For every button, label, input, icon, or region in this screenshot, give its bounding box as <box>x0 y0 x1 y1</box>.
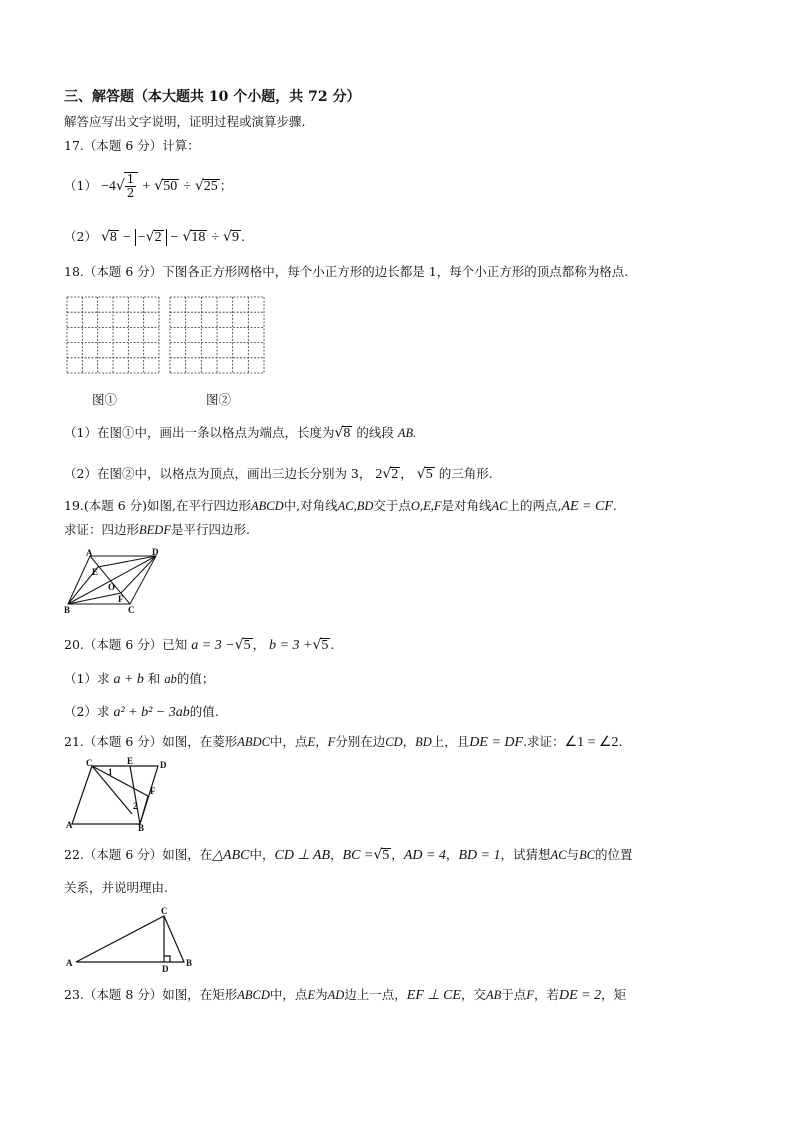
text: （1）求 <box>64 671 110 686</box>
math-term: BC = <box>342 848 374 863</box>
fig2-caption: 图② <box>206 392 232 407</box>
vertex-label: D <box>162 964 169 974</box>
section-title: 三、解答题（本大题共 10 个小题，共 72 分） <box>64 89 361 105</box>
text: 是对角线 <box>441 498 492 513</box>
vertex-label: E <box>127 756 134 766</box>
math-term: O,E,F <box>410 499 442 513</box>
punct: . <box>240 229 245 244</box>
text: 中，点 <box>269 987 308 1002</box>
math-term: △ABC <box>212 848 250 863</box>
text: 23.（本题 8 分）如图，在矩形 <box>64 987 238 1002</box>
operator: ÷ <box>183 179 191 194</box>
radicand: 18 <box>191 230 206 245</box>
text: 的值； <box>176 671 215 686</box>
text: 的位置 <box>595 847 633 862</box>
vertex-label: D <box>152 548 159 557</box>
vertex-label: F <box>150 786 156 796</box>
text: 中，点 <box>269 734 308 749</box>
math-term: a = 3 − <box>191 638 235 653</box>
vertex-label: O <box>108 582 116 592</box>
vertex-label: C <box>128 605 135 614</box>
text: ，试猜想 <box>500 847 551 862</box>
vertex-label: E <box>92 567 99 577</box>
parallelogram-figure <box>62 548 162 614</box>
radicand: 8 <box>343 426 351 441</box>
vertex-label: D <box>160 760 167 770</box>
sqrt-sign: √ <box>115 178 125 194</box>
q18-part1 <box>64 424 416 442</box>
sqrt-sign: √ <box>145 229 155 245</box>
vertex-label: A <box>66 958 73 968</box>
math-term: ab <box>164 672 177 686</box>
q23-heading <box>64 986 626 1005</box>
text: ，若 <box>533 987 559 1002</box>
grid-figure-1 <box>66 296 160 374</box>
math-term: EF ⊥ CE <box>406 988 461 1003</box>
text: 交于点 <box>373 498 411 513</box>
math-term: b = 3 + <box>269 638 313 653</box>
math-term: −4 <box>100 179 116 194</box>
math-term: BD = 1 <box>458 848 501 863</box>
math-term: ABCD <box>237 988 270 1002</box>
sqrt-sign: √ <box>223 229 232 245</box>
vertex-label: B <box>64 605 71 614</box>
text: 的值. <box>189 704 219 719</box>
math-term: BC <box>579 848 596 862</box>
radicand: 5 <box>321 638 329 653</box>
fig1-caption: 图① <box>92 392 118 407</box>
math-term: E <box>307 988 316 1002</box>
sqrt-sign: √ <box>334 425 344 441</box>
vertex-label: A <box>66 820 73 830</box>
text: 21.（本题 6 分）如图，在菱形 <box>64 734 238 749</box>
text: 的线段 <box>356 425 394 440</box>
math-term: AC <box>550 848 567 862</box>
punct: . <box>618 734 623 749</box>
q19-heading <box>64 497 617 516</box>
grid-figure-2 <box>169 296 265 374</box>
q19-line2 <box>64 521 250 539</box>
text: 边上一点， <box>344 987 407 1002</box>
angle-label: 1 <box>108 767 113 777</box>
angle-label: 2 <box>133 801 138 811</box>
math-term: AB. <box>397 426 417 440</box>
sqrt-sign: √ <box>373 847 383 863</box>
math-term: AC,BD <box>337 499 374 513</box>
operator: − <box>122 230 131 245</box>
text: （2）在图②中，以格点为顶点，画出三边长分别为 3， <box>64 466 372 481</box>
punct: ， <box>400 466 413 481</box>
math-term: AC <box>491 499 508 513</box>
punct: ， <box>391 847 404 862</box>
text: 分别在边 <box>335 734 386 749</box>
text: 于点 <box>501 987 527 1002</box>
absolute-value <box>135 229 167 246</box>
text: 和 <box>147 671 161 686</box>
radicand: 8 <box>109 230 117 245</box>
text: （2）求 <box>64 704 110 719</box>
section-instruction: 解答应写出文字说明，证明过程或演算步骤. <box>64 114 306 129</box>
part-label: （1） <box>64 178 97 193</box>
sqrt-sign: √ <box>416 466 426 482</box>
math-term: BEDF <box>139 523 171 537</box>
radicand: 2 <box>391 467 399 482</box>
math-term: AD <box>327 988 345 1002</box>
math-term: ∠1 = ∠2 <box>564 735 619 750</box>
numerator: 1 <box>126 172 135 186</box>
q20-part2 <box>64 703 219 722</box>
q20-part1 <box>64 670 214 689</box>
math-term: a² + b² − 3ab <box>113 705 190 720</box>
text: 20.（本题 6 分）已知 <box>64 637 188 652</box>
part-label: （2） <box>64 229 97 244</box>
vertex-label: F <box>118 594 124 604</box>
text: 的三角形. <box>438 466 493 481</box>
math-term: E，F <box>307 735 336 749</box>
text: ，矩 <box>601 987 627 1002</box>
math-term: ABDC <box>237 735 270 749</box>
math-term: CD ⊥ AB <box>274 848 331 863</box>
punct: ； <box>219 178 233 193</box>
operator: ÷ <box>211 230 220 245</box>
operator: − <box>170 230 179 245</box>
q22-line2: 关系，并说明理由. <box>64 880 168 895</box>
vertex-label: B <box>138 823 145 832</box>
sqrt-sign: √ <box>312 637 322 653</box>
math-term: ABCD <box>251 499 284 513</box>
radicand: 50 <box>163 179 178 194</box>
math-term: a + b <box>113 672 144 687</box>
q18-part2 <box>64 465 493 484</box>
q17-part2 <box>64 228 245 247</box>
math-term: AB <box>486 988 502 1002</box>
math-term: CD，BD <box>385 735 432 749</box>
denominator: 2 <box>126 186 135 200</box>
radicand <box>124 172 139 200</box>
text: 上的两点, <box>507 498 562 513</box>
q20-heading <box>64 636 334 655</box>
text: 与 <box>566 847 580 862</box>
text: 上，且 <box>431 734 470 749</box>
text: 求证：四边形 <box>64 522 140 537</box>
text: 19.(本题 6 分)如图,在平行四边形 <box>64 498 252 513</box>
sqrt-sign: √ <box>234 637 244 653</box>
sqrt-sign: √ <box>182 229 192 245</box>
q21-heading <box>64 733 623 752</box>
radicand: 5 <box>425 467 433 482</box>
text: 是平行四边形. <box>170 522 250 537</box>
math-term: DE = 2 <box>558 988 602 1003</box>
punct: ， <box>445 847 459 862</box>
text: 22.（本题 6 分）如图，在 <box>64 847 213 862</box>
fraction <box>125 173 137 200</box>
text: .求证： <box>523 734 565 749</box>
operator: + <box>142 179 151 194</box>
vertex-label: C <box>161 906 168 916</box>
radicand: 25 <box>203 179 218 194</box>
vertex-label: C <box>86 758 93 768</box>
text: 中,对角线 <box>283 498 338 513</box>
sqrt-sign: √ <box>382 466 392 482</box>
text: ，交 <box>460 987 486 1002</box>
math-term: 2 <box>375 467 383 482</box>
math-term: DE = DF <box>469 735 524 750</box>
q22-heading <box>64 846 633 865</box>
q17-part1 <box>64 170 232 203</box>
punct: ， <box>330 847 343 862</box>
triangle-figure <box>62 904 202 974</box>
radicand: 2 <box>154 230 162 245</box>
sqrt-sign: √ <box>194 178 204 194</box>
radicand: 5 <box>382 848 390 863</box>
punct: . <box>612 498 617 513</box>
operator: − <box>137 230 146 245</box>
q18-heading: 18.（本题 6 分）下图各正方形网格中，每个小正方形的边长都是 1，每个小正方形的顶点都称为格点. <box>64 264 629 279</box>
vertex-label: B <box>186 958 193 968</box>
sqrt-sign: √ <box>100 229 110 245</box>
text: 为 <box>315 987 328 1002</box>
radicand: 5 <box>243 638 251 653</box>
text: 中， <box>249 847 275 862</box>
q17-heading: 17.（本题 6 分）计算： <box>64 138 200 153</box>
text: （1）在图①中，画出一条以格点为端点，长度为 <box>64 425 335 440</box>
math-term: F <box>526 988 534 1002</box>
vertex-label: A <box>86 548 93 558</box>
punct: . <box>330 637 335 652</box>
punct: ， <box>252 637 266 652</box>
math-term: AE = CF <box>561 499 613 514</box>
math-term: AD = 4 <box>403 848 446 863</box>
sqrt-sign: √ <box>154 178 164 194</box>
radicand: 9 <box>231 230 239 245</box>
rhombus-figure <box>62 756 172 832</box>
